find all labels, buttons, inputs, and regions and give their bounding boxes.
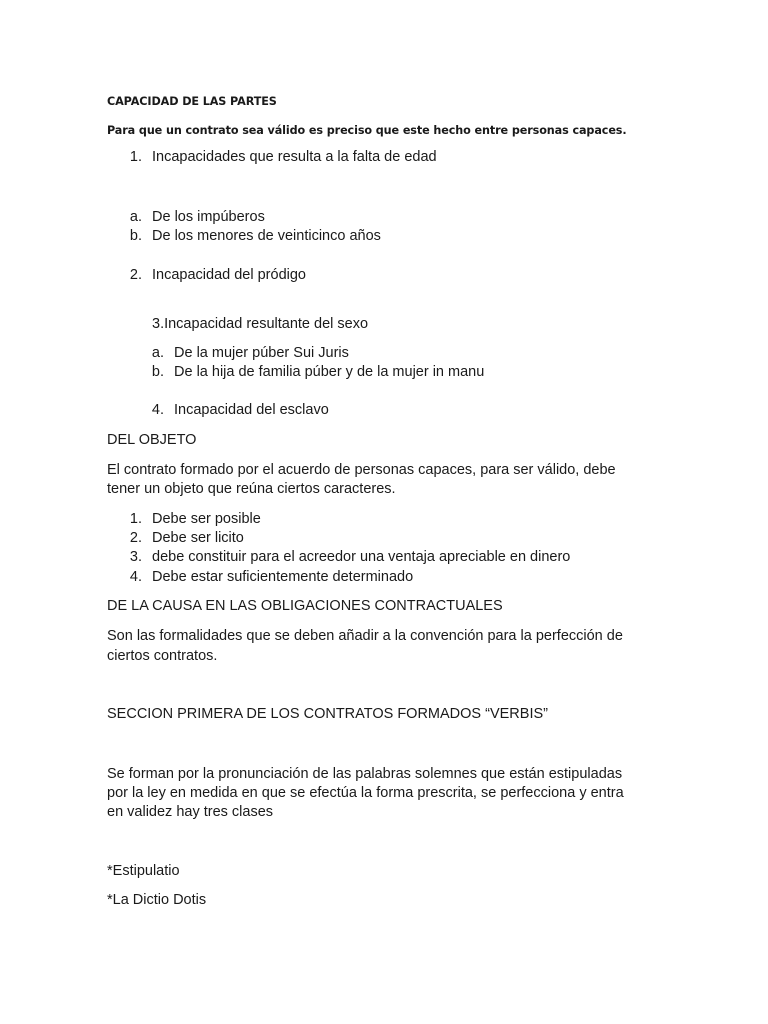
intro-paragraph: Para que un contrato sea válido es preciso que este hecho entre personas capaces. (107, 124, 627, 137)
list-marker: b. (151, 364, 164, 380)
list-marker: 4. (129, 569, 142, 585)
paragraph-line: ciertos contratos. (107, 648, 218, 664)
paragraph-line: Se forman por la pronunciación de las palabras solemnes que están estipuladas (107, 766, 623, 782)
list-item: Incapacidades que resulta a la falta de edad (152, 149, 437, 165)
list-item: 3.Incapacidad resultante del sexo (152, 316, 369, 332)
list-item: Debe ser licito (152, 530, 244, 546)
list-item: Incapacidad del esclavo (174, 402, 329, 418)
list-item: De la mujer púber Sui Juris (174, 345, 349, 361)
list-item: De los impúberos (152, 209, 265, 225)
list-marker: 1. (129, 149, 142, 165)
list-marker: 3. (129, 549, 142, 565)
paragraph-line: tener un objeto que reúna ciertos caracteres. (107, 481, 396, 497)
list-marker: b. (129, 228, 142, 244)
list-item: Debe ser posible (152, 511, 261, 527)
list-marker: 2. (129, 267, 142, 283)
section-title-verbis: SECCION PRIMERA DE LOS CONTRATOS FORMADOS “VERBIS” (107, 706, 548, 722)
list-item: Incapacidad del pródigo (152, 267, 306, 283)
section-title-objeto: DEL OBJETO (107, 432, 197, 448)
paragraph-line: El contrato formado por el acuerdo de personas capaces, para ser válido, debe (107, 462, 616, 478)
list-marker: a. (129, 209, 142, 225)
list-item: *Estipulatio (107, 863, 180, 879)
list-marker: a. (151, 345, 164, 361)
list-marker: 4. (151, 402, 164, 418)
list-item: *La Dictio Dotis (107, 892, 207, 908)
list-item: debe constituir para el acreedor una ventaja apreciable en dinero (152, 549, 571, 565)
list-item: De los menores de veinticinco años (152, 228, 381, 244)
paragraph-line: Son las formalidades que se deben añadir a la convención para la perfección de (107, 628, 623, 644)
list-item: Debe estar suficientemente determinado (152, 569, 414, 585)
list-item: De la hija de familia púber y de la mujer in manu (174, 364, 485, 380)
list-marker: 1. (129, 511, 142, 527)
section-title-causa: DE LA CAUSA EN LAS OBLIGACIONES CONTRACTUALES (107, 598, 503, 614)
section-title-capacidad: CAPACIDAD DE LAS PARTES (107, 95, 277, 108)
paragraph-line: en validez hay tres clases (107, 804, 274, 820)
list-marker: 2. (129, 530, 142, 546)
paragraph-line: por la ley en medida en que se efectúa la forma prescrita, se perfecciona y entra (107, 785, 624, 801)
